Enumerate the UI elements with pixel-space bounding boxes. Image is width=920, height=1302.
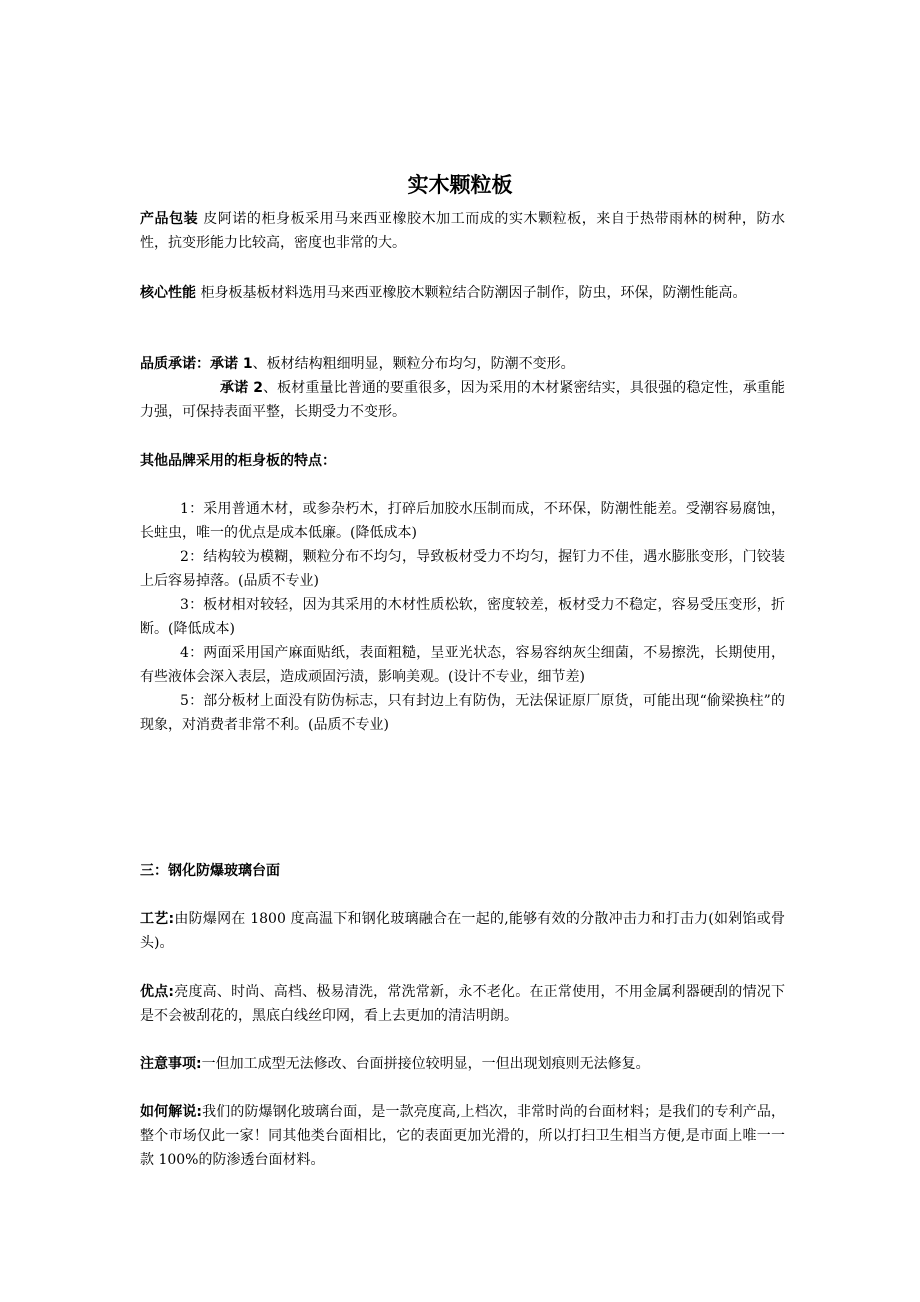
list-item: 2：结构较为模糊，颗粒分布不均匀，导致板材受力不均匀，握钉力不佳，遇水膨胀变形，门铰装上后容易掉落。(品质不专业) (140, 549, 785, 589)
explain-text: 我们的防爆钢化玻璃台面，是一款亮度高,上档次，非常时尚的台面材料；是我们的专利产品，整个市场仅此一家！同其他类台面相比，它的表面更加光滑的，所以打扫卫生相当方便,是市面上唯一一款 100%的防渗透台面材料。 (140, 1104, 785, 1168)
craft-text: 由防爆网在 1800 度高温下和钢化玻璃融合在一起的,能够有效的分散冲击力和打击力(如剁馅或骨头)。 (140, 911, 785, 951)
core-performance-paragraph (140, 281, 785, 305)
list-item: 5：部分板材上面没有防伪标志，只有封边上有防伪，无法保证原厂原货，可能出现“偷梁换柱”的现象，对消费者非常不利。(品质不专业) (140, 693, 785, 733)
list-item: 1：采用普通木材，或参杂朽木，打碎后加胶水压制而成，不环保，防潮性能差。受潮容易腐蚀，长蛀虫，唯一的优点是成本低廉。(降低成本) (140, 501, 785, 541)
notes-paragraph (140, 1052, 785, 1076)
advantage-label: 优点: (140, 984, 175, 1000)
promise-1-text: 、板材结构粗细明显，颗粒分布均匀，防潮不变形。 (252, 356, 575, 372)
craft-paragraph (140, 907, 785, 955)
product-packaging-paragraph (140, 207, 785, 255)
advantage-paragraph (140, 980, 785, 1028)
core-performance-label: 核心性能 (140, 285, 196, 301)
promise-2-text: 、板材重量比普通的要重很多，因为采用的木材紧密结实，具很强的稳定性，承重能力强，可保持表面平整，长期受力不变形。 (140, 380, 785, 420)
section-3-heading: 三：钢化防爆玻璃台面 (140, 863, 280, 879)
other-brands-list (140, 497, 785, 737)
promise-2-label: 承诺 2 (220, 380, 263, 396)
other-brands-heading: 其他品牌采用的柜身板的特点： (140, 453, 336, 469)
explain-paragraph (140, 1100, 785, 1172)
advantage-text: 亮度高、时尚、高档、极易清洗，常洗常新，永不老化。在正常使用，不用金属利器硬刮的情况下是不会被刮花的，黑底白线丝印网，看上去更加的清洁明朗。 (140, 984, 786, 1024)
product-packaging-text: 皮阿诺的柜身板采用马来西亚橡胶木加工而成的实木颗粒板，来自于热带雨林的树种，防水性，抗变形能力比较高，密度也非常的大。 (140, 211, 785, 251)
craft-label: 工艺: (140, 911, 175, 927)
promise-line-1 (140, 352, 785, 376)
product-packaging-label: 产品包装 (140, 211, 199, 227)
notes-text: 一但加工成型无法修改、台面拼接位较明显，一但出现划痕则无法修复。 (201, 1056, 650, 1072)
quality-promise-label: 品质承诺： (140, 356, 210, 372)
page-title: 实木颗粒板 (407, 173, 513, 197)
list-item: 3：板材相对较轻，因为其采用的木材性质松软，密度较差，板材受力不稳定，容易受压变形，折断。(降低成本) (140, 597, 785, 637)
list-item: 4：两面采用国产麻面贴纸，表面粗糙，呈亚光状态，容易容纳灰尘细菌，不易擦洗，长期使用，有些液体会深入表层，造成顽固污渍，影响美观。(设计不专业，细节差) (140, 645, 785, 685)
quality-promise-paragraph (140, 352, 785, 424)
promise-1-label: 承诺 1 (210, 356, 253, 372)
notes-label: 注意事项: (140, 1056, 202, 1072)
explain-label: 如何解说: (140, 1104, 203, 1120)
promise-line-2 (140, 376, 785, 424)
core-performance-text: 柜身板基板材料选用马来西亚橡胶木颗粒结合防潮因子制作，防虫，环保，防潮性能高。 (196, 285, 747, 301)
